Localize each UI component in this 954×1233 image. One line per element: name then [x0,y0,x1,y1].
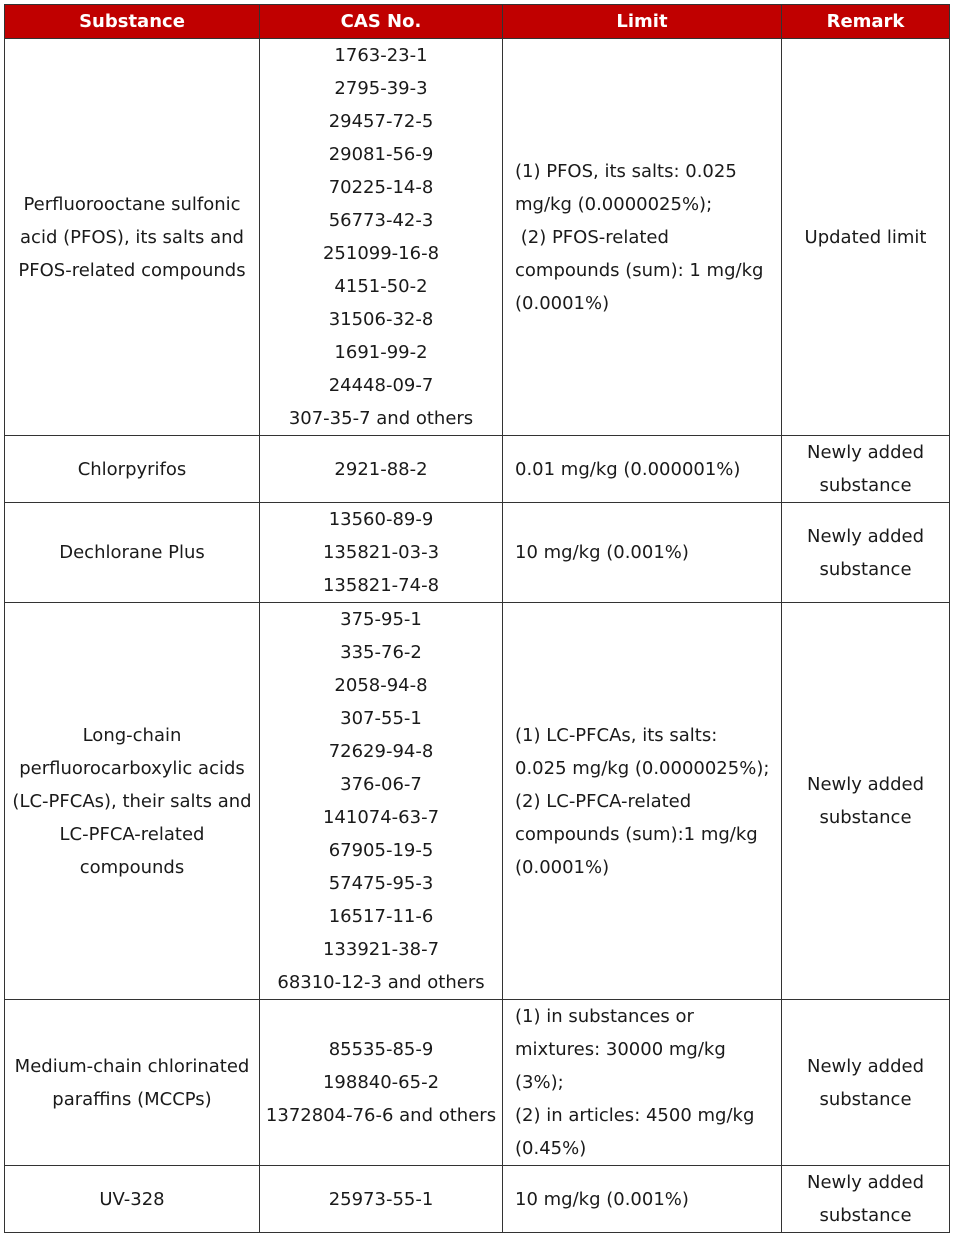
cas-number: 133921-38-7 [322,939,440,960]
substance-cell: Perfluorooctane sulfonic acid (PFOS), its salts and PFOS-related compounds [5,39,260,436]
cas-number: 29457-72-5 [328,111,434,132]
header-row [5,5,950,39]
cas-number: 251099-16-8 [322,243,440,264]
limit-cell [503,436,782,503]
limit-cell [503,603,782,1000]
limit-text: (1) in substances or mixtures: 30000 mg/kg (3%); [515,1006,726,1093]
limit-text: 0.01 mg/kg (0.000001%) [515,458,741,480]
cas-number: 1372804-76-6 and others [265,1105,497,1126]
limit-cell [503,1166,782,1233]
limit-cell [503,1000,782,1166]
limit-text: 10 mg/kg (0.001%) [515,1188,689,1210]
cas-number: 56773-42-3 [328,210,434,231]
cas-number: 198840-65-2 [322,1072,440,1093]
cas-cell [260,436,503,503]
table-row [5,1000,950,1166]
limit-text: (2) LC-PFCA-related compounds (sum):1 mg/kg (0.0001%) [515,790,758,878]
remark-cell: Newly added substance [782,1166,950,1233]
remark-cell: Newly added substance [782,1000,950,1166]
cas-cell [260,603,503,1000]
cas-number: 335-76-2 [340,642,422,663]
cas-number: 13560-89-9 [328,509,434,530]
header-remark: Remark [782,5,950,39]
cas-number: 307-55-1 [340,708,422,729]
table-row [5,603,950,1000]
limit-text: 10 mg/kg (0.001%) [515,542,689,563]
limit-text: (2) in articles: 4500 mg/kg (0.45%) [515,1105,755,1159]
table-row [5,1166,950,1233]
table-header [5,5,950,39]
cas-number: 25973-55-1 [328,1188,434,1210]
cas-number: 376-06-7 [340,774,422,795]
remark-cell: Newly added substance [782,436,950,503]
limit-text: (1) PFOS, its salts: 0.025 mg/kg (0.0000025%); [515,160,737,215]
substance-limits-table [4,4,950,1233]
cas-number: 31506-32-8 [328,309,434,330]
cas-number: 72629-94-8 [328,741,434,762]
table-row [5,39,950,436]
substance-cell: UV-328 [5,1166,260,1233]
cas-number: 68310-12-3 and others [277,972,485,993]
cas-number: 141074-63-7 [322,807,440,828]
remark-cell: Updated limit [782,39,950,436]
header-limit: Limit [503,5,782,39]
cas-number: 135821-74-8 [322,575,440,596]
cas-number: 24448-09-7 [328,375,434,396]
table-body [5,39,950,1233]
cas-number: 2921-88-2 [334,458,428,480]
limit-cell [503,39,782,436]
cas-number: 135821-03-3 [322,542,440,563]
limit-text: (1) LC-PFCAs, its salts: 0.025 mg/kg (0.0000025%); [515,724,770,779]
cas-number: 375-95-1 [340,609,422,630]
cas-number: 67905-19-5 [328,840,434,861]
cas-number: 307-35-7 and others [288,408,474,429]
substance-cell: Medium-chain chlorinated paraffins (MCCPs) [5,1000,260,1166]
remark-cell: Newly added substance [782,603,950,1000]
cas-cell [260,503,503,603]
header-substance: Substance [5,5,260,39]
substance-cell: Chlorpyrifos [5,436,260,503]
cas-cell [260,1000,503,1166]
limit-text: (2) PFOS-related compounds (sum): 1 mg/kg (0.0001%) [515,226,764,314]
cas-cell [260,39,503,436]
table-row [5,436,950,503]
cas-number: 16517-11-6 [328,906,434,927]
substance-cell: Long-chain perfluorocarboxylic acids (LC-PFCAs), their salts and LC-PFCA-related compounds [5,603,260,1000]
cas-number: 57475-95-3 [328,873,434,894]
cas-number: 29081-56-9 [328,144,434,165]
limit-cell [503,503,782,603]
substance-cell: Dechlorane Plus [5,503,260,603]
cas-number: 2058-94-8 [334,675,428,696]
header-cas: CAS No. [260,5,503,39]
table-row [5,503,950,603]
cas-number: 2795-39-3 [334,78,428,99]
cas-number: 1763-23-1 [334,45,428,66]
cas-number: 85535-85-9 [328,1039,434,1060]
remark-cell: Newly added substance [782,503,950,603]
cas-cell [260,1166,503,1233]
cas-number: 4151-50-2 [334,276,428,297]
cas-number: 70225-14-8 [328,177,434,198]
cas-number: 1691-99-2 [334,342,428,363]
